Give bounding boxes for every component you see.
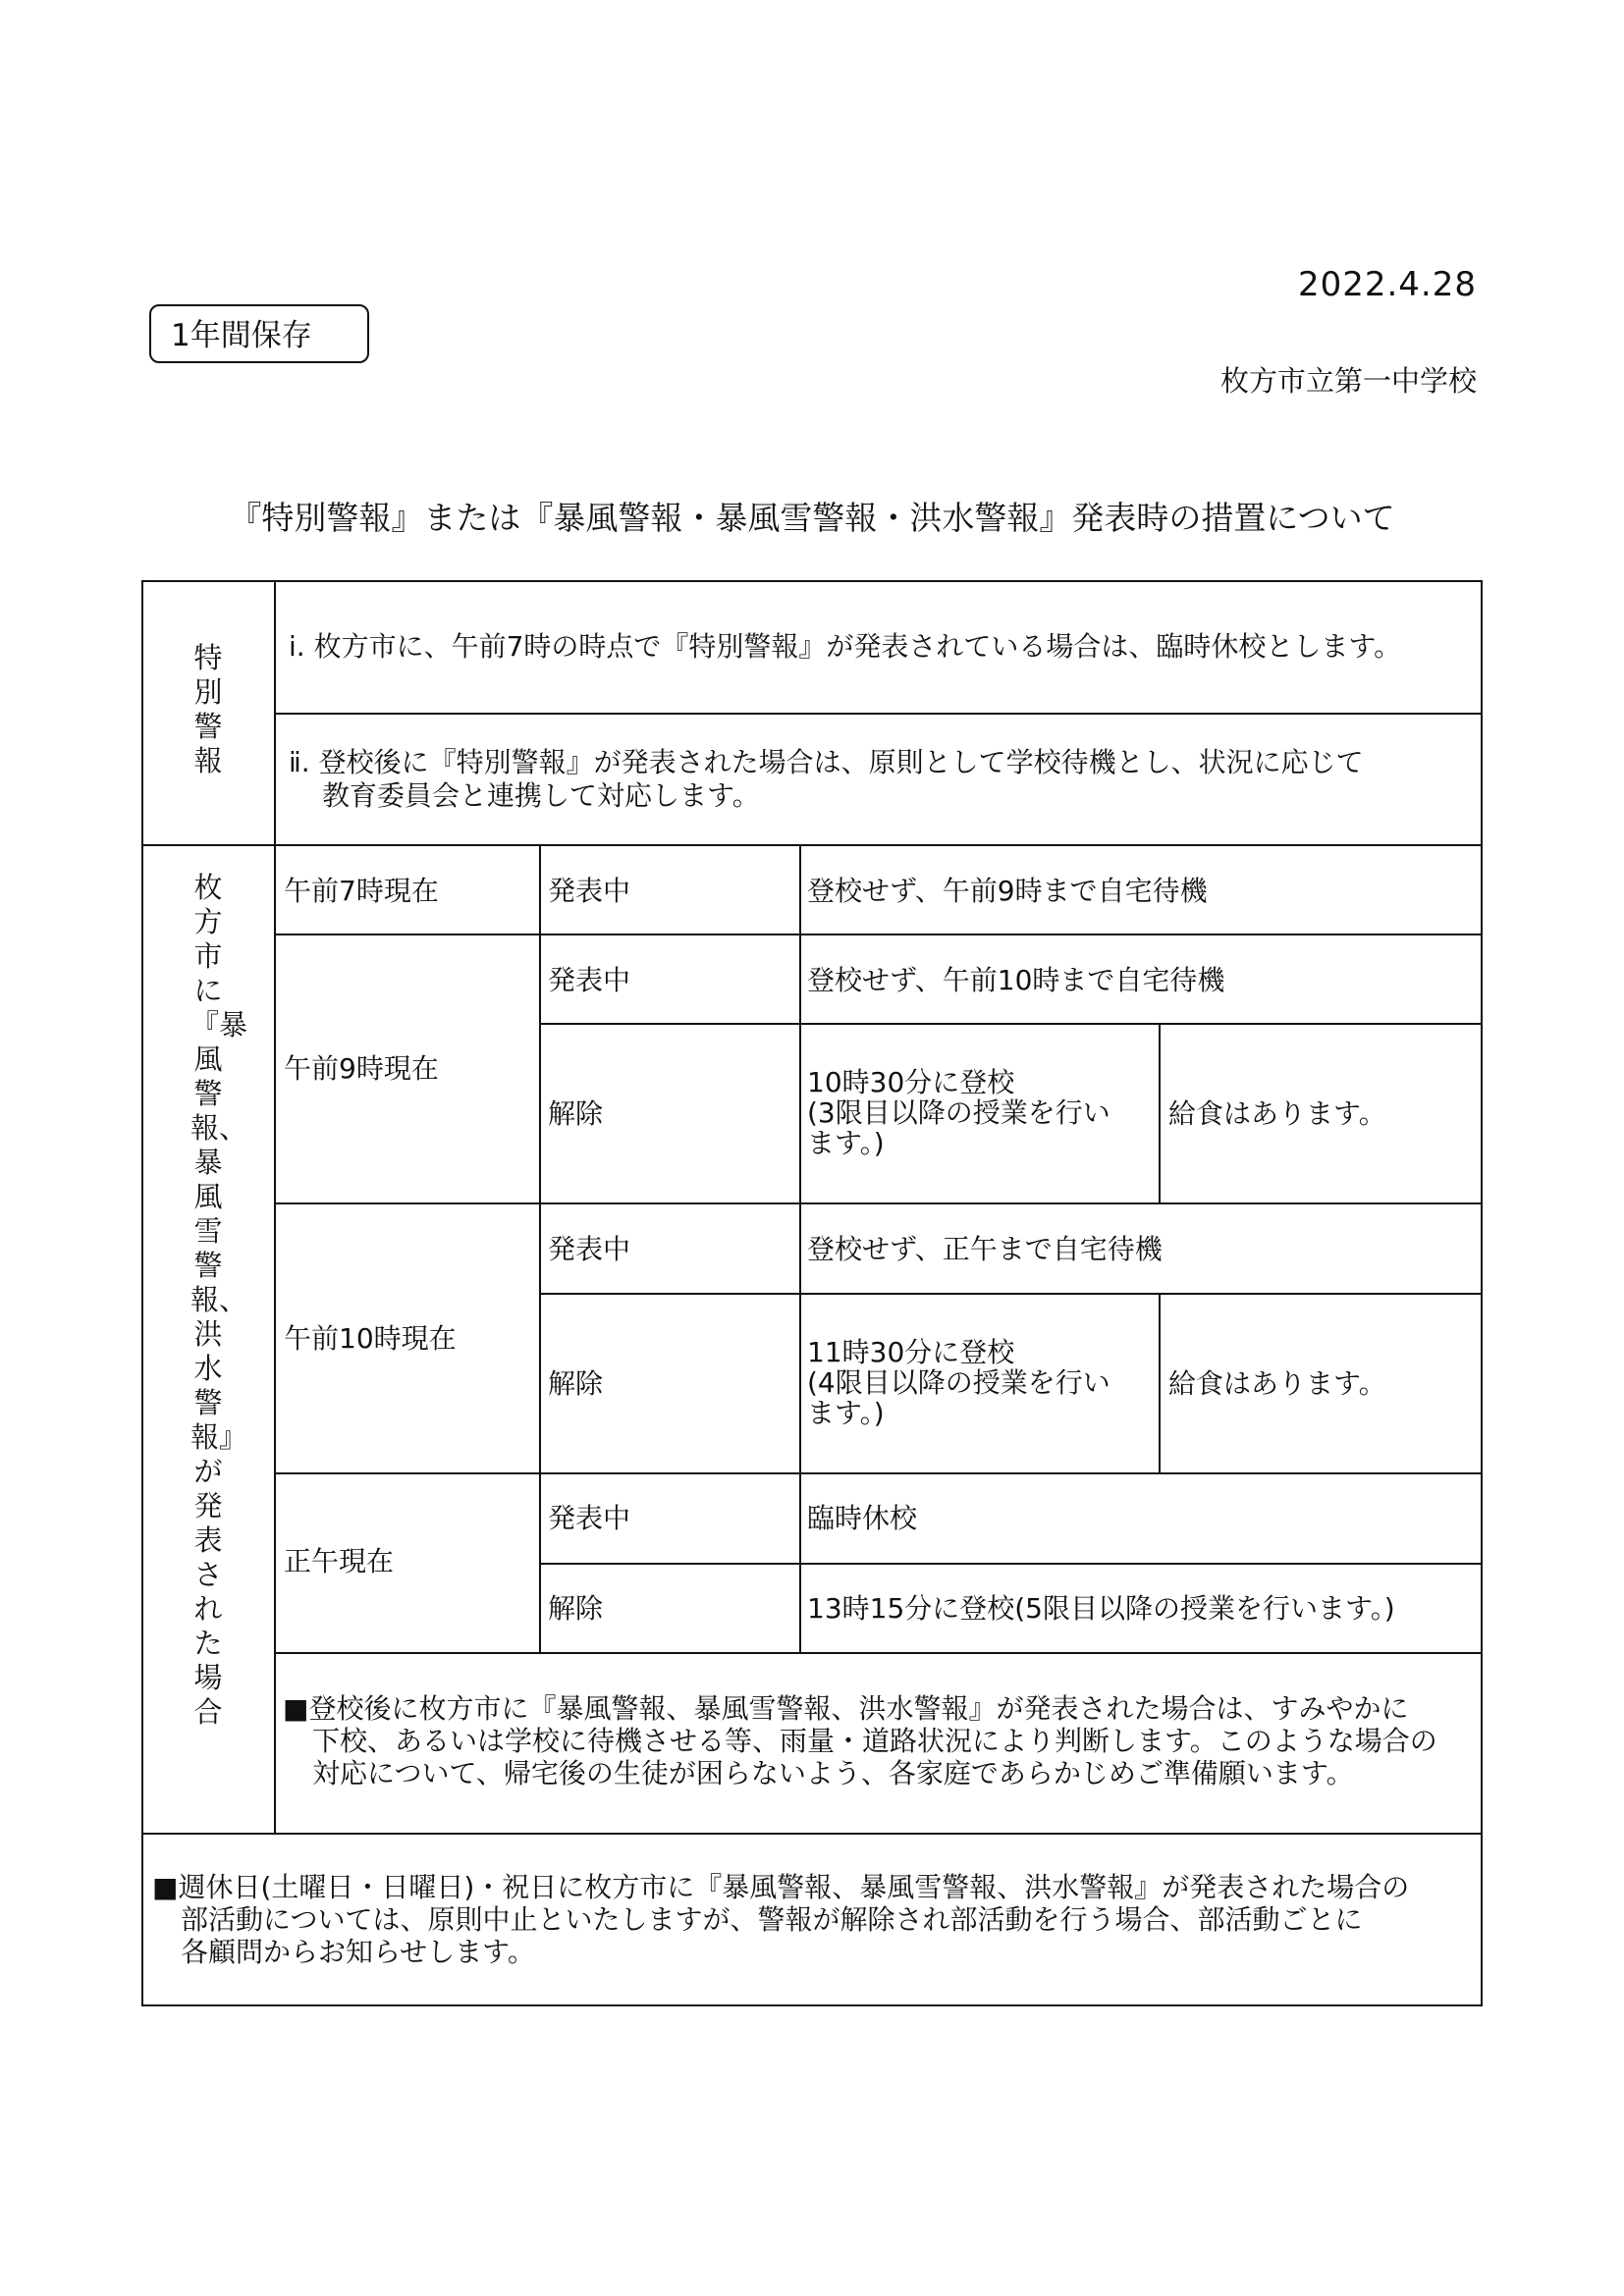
status-lifted: 解除 [548, 1592, 604, 1625]
row-divider [540, 1023, 1481, 1025]
special-warning-item-2-line-2: 教育委員会と連携して対応します。 [322, 779, 760, 812]
action-10am-issued: 登校せず、正午まで自宅待機 [807, 1233, 1163, 1265]
time-noon: 正午現在 [284, 1545, 395, 1577]
time-7am: 午前7時現在 [284, 875, 439, 907]
special-warning-item-1: ⅰ. 枚方市に、午前7時の時点で『特別警報』が発表されている場合は、臨時休校とします。 [289, 630, 1402, 663]
holiday-note-line-3: 各顧問からお知らせします。 [181, 1936, 535, 1968]
action-10am-lifted-line-1: 11時30分に登校 [807, 1336, 1015, 1368]
row-divider [540, 1563, 1481, 1565]
time-10am: 午前10時現在 [284, 1322, 457, 1355]
status-lifted: 解除 [548, 1367, 604, 1400]
row-divider [540, 1293, 1481, 1295]
school-name: 枚方市立第一中学校 [1219, 364, 1477, 398]
column-divider [1159, 1023, 1161, 1202]
action-9am-lifted-line-2: (3限目以降の授業を行い [807, 1096, 1110, 1129]
column-divider [799, 845, 801, 1653]
column-divider [539, 845, 541, 1653]
status-issued: 発表中 [548, 964, 631, 996]
status-issued: 発表中 [548, 1233, 631, 1265]
storm-warning-label: 枚方市に『暴風警報、暴風雪警報、洪水警報』が発表された場合 [190, 871, 248, 1729]
action-9am-issued: 登校せず、午前10時まで自宅待機 [807, 964, 1225, 996]
action-noon-lifted: 13時15分に登校(5限目以降の授業を行います。) [807, 1592, 1395, 1625]
lunch-note: 給食はあります。 [1168, 1367, 1386, 1400]
action-10am-lifted-line-2: (4限目以降の授業を行い [807, 1366, 1110, 1399]
retention-label: 1年間保存 [149, 304, 369, 363]
row-divider [275, 1202, 1481, 1204]
holiday-note-line-1: ■週休日(土曜日・日曜日)・祝日に枚方市に『暴風警報、暴風雪警報、洪水警報』が発表された場合の [152, 1871, 1410, 1903]
action-7am-issued: 登校せず、午前9時まで自宅待機 [807, 875, 1208, 907]
row-divider [275, 713, 1481, 715]
row-divider [275, 934, 1481, 935]
section-divider [142, 844, 1482, 846]
time-9am: 午前9時現在 [284, 1052, 439, 1085]
action-9am-lifted-line-1: 10時30分に登校 [807, 1066, 1015, 1098]
status-lifted: 解除 [548, 1097, 604, 1130]
action-10am-lifted-line-3: ます。) [807, 1397, 885, 1429]
special-warning-label: 特別警報 [193, 641, 223, 777]
holiday-note-line-2: 部活動については、原則中止といたしますが、警報が解除され部活動を行う場合、部活動ごとに [181, 1903, 1363, 1936]
storm-note-line-3: 対応について、帰宅後の生徒が困らないよう、各家庭であらかじめご準備願います。 [312, 1757, 1354, 1789]
status-issued: 発表中 [548, 1502, 631, 1534]
lunch-note: 給食はあります。 [1168, 1097, 1386, 1130]
storm-note-line-2: 下校、あるいは学校に待機させる等、雨量・道路状況により判断します。このような場合の [312, 1725, 1437, 1757]
status-issued: 発表中 [548, 875, 631, 907]
column-divider [274, 581, 276, 1834]
row-divider [275, 1652, 1481, 1654]
action-noon-issued: 臨時休校 [807, 1502, 918, 1534]
page-title: 『特別警報』または『暴風警報・暴風雪警報・洪水警報』発表時の措置について [229, 499, 1395, 537]
column-divider [1159, 1293, 1161, 1472]
action-9am-lifted-line-3: ます。) [807, 1127, 885, 1159]
section-divider [142, 1833, 1482, 1835]
storm-note-line-1: ■登校後に枚方市に『暴風警報、暴風雪警報、洪水警報』が発表された場合は、すみやかに [283, 1692, 1409, 1725]
document-date: 2022.4.28 [1297, 265, 1477, 304]
row-divider [275, 1472, 1481, 1474]
special-warning-item-2-line-1: ⅱ. 登校後に『特別警報』が発表された場合は、原則として学校待機とし、状況に応じて [289, 746, 1364, 778]
